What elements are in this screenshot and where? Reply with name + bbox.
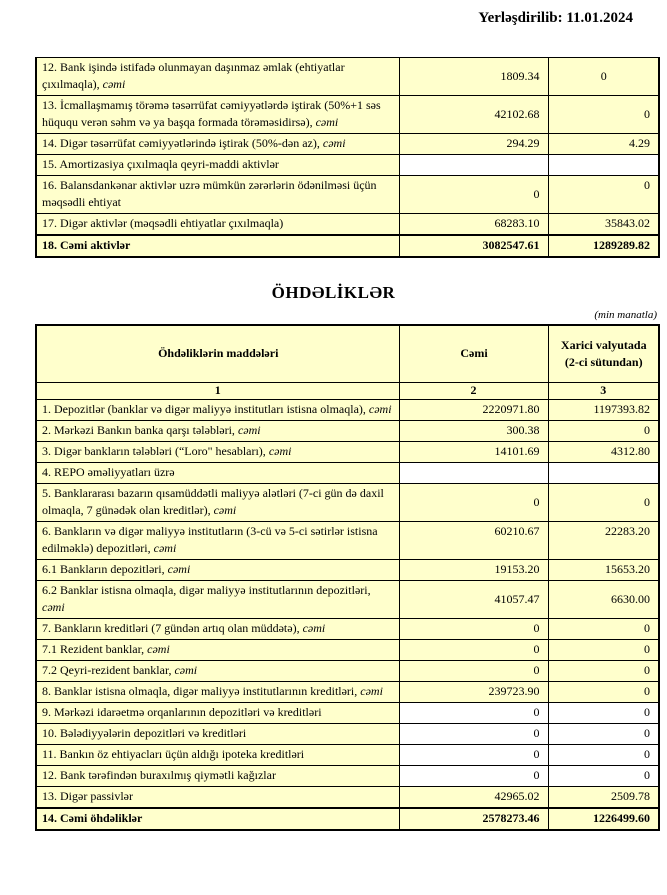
total-value-cell: 0 [399,619,548,640]
table-row [36,522,659,560]
total-value-cell: 0 [399,766,548,787]
row-label-italic-suffix: cəmi [368,402,392,416]
row-label-cell [36,442,399,463]
total-value-cell: 14101.69 [399,442,548,463]
table-row [36,484,659,522]
row-label-italic-suffix: cəmi [167,562,191,576]
foreign-value-cell: 1289289.82 [548,235,659,257]
table-row [36,581,659,619]
row-label-italic-suffix: cəmi [42,600,65,614]
row-label-cell [36,766,399,787]
total-column-header: Cəmi [399,325,548,383]
row-label: 4. REPO əməliyyatları üzrə [42,465,175,479]
column-numbers-row [36,383,659,400]
total-value-cell: 0 [399,703,548,724]
table-row [36,808,659,830]
foreign-value-cell: 0 [548,421,659,442]
row-label-cell [36,463,399,484]
row-label-italic-suffix: cəmi [153,541,177,555]
total-value-cell: 2578273.46 [399,808,548,830]
row-label: 17. Digər aktivlər (məqsədli ehtiyatlar çıxılmaqla) [42,216,284,230]
row-label-cell [36,560,399,581]
items-column-header: Öhdəliklərin maddələri [36,325,399,383]
foreign-value-cell: 0 [548,745,659,766]
foreign-value-cell: 0 [548,766,659,787]
row-label: 12. Bank tərəfindən buraxılmış qiymətli kağızlar [42,768,276,782]
row-label-cell [36,640,399,661]
row-label: 8. Banklar istisna olmaqla, digər maliyyə institutlarının kreditləri, [42,684,361,698]
total-value-cell: 0 [399,484,548,522]
row-label-italic-suffix: cəmi [237,423,261,437]
table-row [36,745,659,766]
table-row [36,400,659,421]
total-value-cell: 3082547.61 [399,235,548,257]
row-label: 18. Cəmi aktivlər [42,238,131,252]
row-label-cell [36,214,399,236]
row-label: 7.2 Qeyri-rezident banklar, [42,663,175,677]
liabilities-section-title: ÖHDƏLİKLƏR [271,283,396,302]
row-label-cell [36,745,399,766]
row-label-italic-suffix: cəmi [147,642,170,656]
row-label: 6.2 Banklar istisna olmaqla, digər maliyyə institutlarının depozitləri, [42,583,371,597]
total-value-cell: 239723.90 [399,682,548,703]
table-row [36,619,659,640]
total-value-cell: 42965.02 [399,787,548,809]
row-label: 14. Digər təsərrüfat cəmiyyətlərində iştirak (50%-dən az), [42,136,323,150]
row-label: 13. İcmallaşmamış törəmə təsərrüfat cəmiyyətlərdə iştirak (50%+1 səs hüququ verən səhm və ya başqa formada törəməsidirsə), [42,98,381,129]
table-row [36,442,659,463]
row-label-italic-suffix: cəmi [315,115,339,129]
total-value-cell: 300.38 [399,421,548,442]
total-value-cell: 0 [399,745,548,766]
foreign-value-cell: 0 [548,96,659,134]
row-label-cell [36,155,399,176]
total-value-cell: 294.29 [399,134,548,155]
row-label-cell [36,661,399,682]
row-label-cell [36,176,399,214]
row-label: 13. Digər passivlər [42,789,133,803]
table-row [36,682,659,703]
table-row [36,787,659,809]
foreign-value-cell: 0 [548,484,659,522]
row-label: 2. Mərkəzi Bankın banka qarşı tələbləri, [42,423,238,437]
foreign-value-cell: 0 [548,724,659,745]
column-number-2: 2 [399,383,548,400]
table-row [36,640,659,661]
row-label: 16. Balansdankənar aktivlər uzrə mümkün zərərlərin ödənilməsi üçün məqsədli ehtiyat [42,178,377,209]
table-row [36,176,659,214]
total-value-cell: 0 [399,661,548,682]
foreign-value-cell: 1226499.60 [548,808,659,830]
table-row [36,134,659,155]
unit-note: (min manatla) [594,309,657,321]
row-label-cell [36,235,399,257]
row-label-cell [36,682,399,703]
row-label: 15. Amortizasiya çıxılmaqla qeyri-maddi aktivlər [42,157,279,171]
foreign-value-cell: 0 [548,661,659,682]
row-label: 11. Bankın öz ehtiyacları üçün aldığı ipoteka kreditləri [42,747,305,761]
row-label: 5. Banklararası bazarın qısamüddətli maliyyə alətləri (7-ci gün də daxil olmaqla, 7 günədək olan kreditlər), [42,486,384,517]
row-label-cell [36,96,399,134]
table-row [36,96,659,134]
row-label-italic-suffix: cəmi [322,136,346,150]
table-row [36,661,659,682]
row-label-cell [36,808,399,830]
total-value-cell [399,155,548,176]
table-row [36,766,659,787]
table-row [36,235,659,257]
row-label-cell [36,703,399,724]
published-date: Yerləşdirilib: 11.01.2024 [478,10,633,26]
foreign-value-cell [548,463,659,484]
row-label-cell [36,619,399,640]
row-label-italic-suffix: cəmi [268,444,292,458]
row-label-italic-suffix: cəmi [360,684,383,698]
foreign-value-cell: 4312.80 [548,442,659,463]
total-value-cell: 42102.68 [399,96,548,134]
total-value-cell: 68283.10 [399,214,548,236]
table-row [36,58,659,96]
liabilities-table [35,324,660,831]
row-label-cell [36,484,399,522]
row-label: 12. Bank işində istifadə olunmayan daşınmaz əmlak (ehtiyatlar çıxılmaqla), [42,60,345,91]
foreign-value-cell: 35843.02 [548,214,659,236]
row-label-cell [36,522,399,560]
row-label-italic-suffix: cəmi [174,663,198,677]
foreign-value-cell: 0 [548,176,659,214]
table-row [36,155,659,176]
assets-table [35,57,660,258]
total-value-cell: 1809.34 [399,58,548,96]
row-label: 6. Bankların və digər maliyyə institutların (3-cü və 5-ci sətirlər istisna edilməklə) depozitləri, [42,524,378,555]
row-label: 1. Depozitlər (banklar və digər maliyyə institutları istisna olmaqla), [42,402,369,416]
row-label-italic-suffix: cəmi [213,503,237,517]
row-label: 6.1 Bankların depozitləri, [42,562,168,576]
total-value-cell: 0 [399,176,548,214]
row-label: 3. Digər bankların tələbləri (“Loro" hesabları), [42,444,269,458]
foreign-value-cell: 0 [548,640,659,661]
total-value-cell: 41057.47 [399,581,548,619]
row-label-cell [36,724,399,745]
foreign-value-cell: 0 [548,58,659,96]
total-value-cell: 0 [399,724,548,745]
total-value-cell [399,463,548,484]
table-row [36,560,659,581]
row-label: 7.1 Rezident banklar, [42,642,148,656]
row-label: 7. Bankların kreditləri (7 gündən artıq olan müddətə), [42,621,303,635]
row-label-cell [36,58,399,96]
foreign-value-cell: 2509.78 [548,787,659,809]
row-label-cell [36,787,399,809]
row-label-cell [36,400,399,421]
foreign-value-cell: 0 [548,682,659,703]
foreign-value-cell: 15653.20 [548,560,659,581]
liabilities-header-row [36,325,659,383]
column-number-3: 3 [548,383,659,400]
total-value-cell: 19153.20 [399,560,548,581]
total-value-cell: 60210.67 [399,522,548,560]
table-row [36,421,659,442]
row-label: 10. Bələdiyyələrin depozitləri və kreditləri [42,726,247,740]
foreign-value-cell: 6630.00 [548,581,659,619]
foreign-currency-column-header: Xarici valyutada (2-ci sütundan) [548,325,659,383]
table-row [36,703,659,724]
foreign-value-cell: 0 [548,703,659,724]
table-row [36,214,659,236]
table-row [36,463,659,484]
total-value-cell: 2220971.80 [399,400,548,421]
foreign-value-cell: 1197393.82 [548,400,659,421]
column-number-1: 1 [36,383,399,400]
foreign-value-cell [548,155,659,176]
row-label: 14. Cəmi öhdəliklər [42,811,143,825]
row-label-cell [36,421,399,442]
foreign-value-cell: 4.29 [548,134,659,155]
foreign-value-cell: 22283.20 [548,522,659,560]
row-label-cell [36,134,399,155]
row-label-cell [36,581,399,619]
total-value-cell: 0 [399,640,548,661]
table-row [36,724,659,745]
row-label: 9. Mərkəzi idarəetmə orqanlarının depozitləri və kreditləri [42,705,322,719]
foreign-value-cell: 0 [548,619,659,640]
row-label-italic-suffix: cəmi [302,621,326,635]
row-label-italic-suffix: cəmi [102,77,126,91]
